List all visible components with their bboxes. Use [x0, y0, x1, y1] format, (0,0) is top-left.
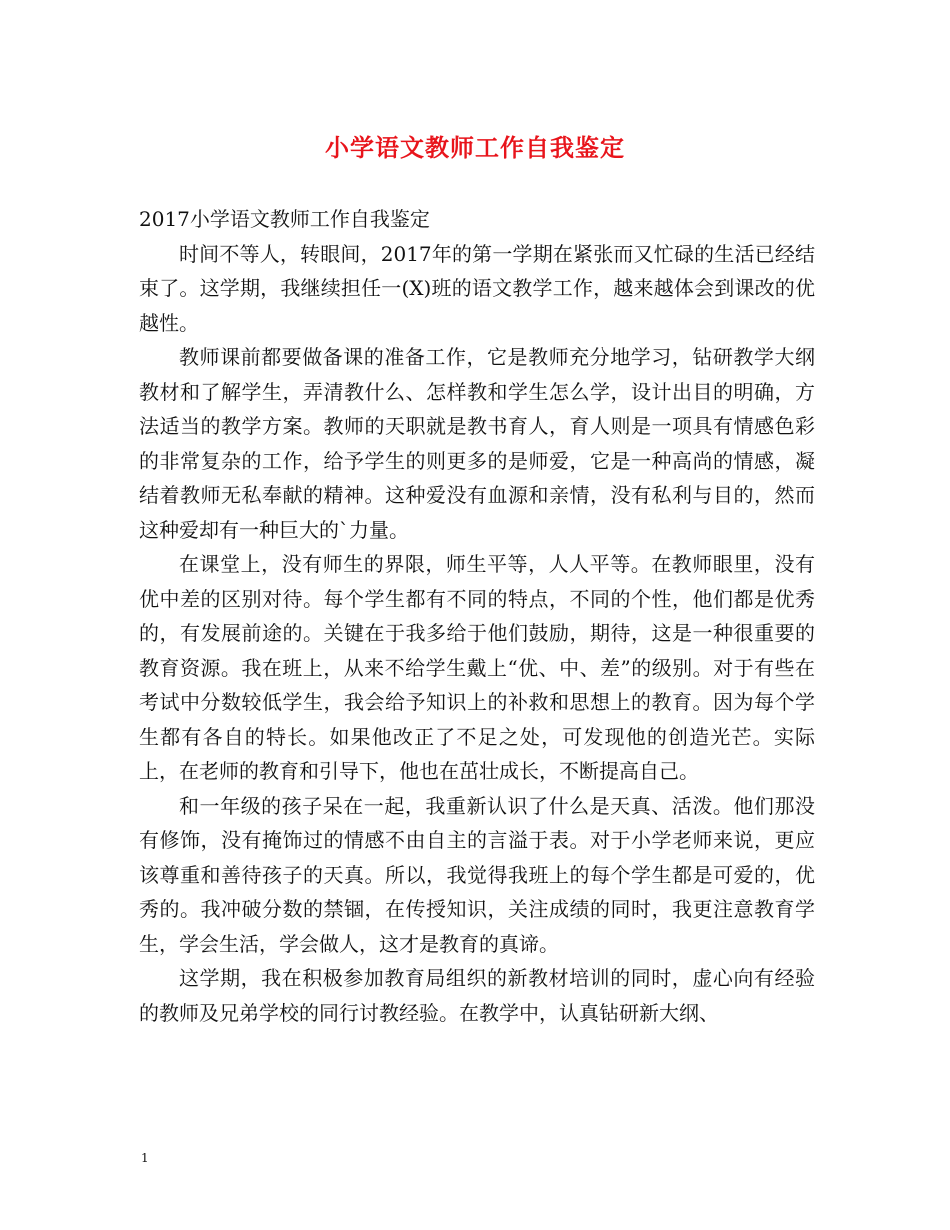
document-title: 小学语文教师工作自我鉴定: [325, 133, 625, 162]
document-body: [139, 202, 815, 1030]
paragraph-2: 教师课前都要做备课的准备工作，它是教师充分地学习，钻研教学大纲教材和了解学生，弄清教什么、怎样教和学生怎么学，设计出目的明确，方法适当的教学方案。教师的天职就是教书育人，育人则是一项具有情感色彩的非常复杂的工作，给予学生的则更多的是师爱，它是一种高尚的情感，凝结着教师无私奉献的精神。这种爱没有血源和亲情，没有私利与目的，然而这种爱却有一种巨大的`力量。: [139, 345, 815, 542]
paragraph-4: 和一年级的孩子呆在一起，我重新认识了什么是天真、活泼。他们那没有修饰，没有掩饰过的情感不由自主的言溢于表。对于小学老师来说，更应该尊重和善待孩子的天真。所以，我觉得我班上的每个学生都是可爱的，优秀的。我冲破分数的禁锢，在传授知识，关注成绩的同时，我更注意教育学生，学会生活，学会做人，这才是教育的真谛。: [139, 793, 815, 956]
page-number: 1: [141, 1151, 149, 1165]
document-subtitle: 2017小学语文教师工作自我鉴定: [139, 207, 430, 231]
paragraph-1: 时间不等人，转眼间，2017年的第一学期在紧张而又忙碌的生活已经结束了。这学期，我继续担任一(X)班的语文教学工作，越来越体会到课改的优越性。: [139, 241, 815, 335]
paragraph-3: 在课堂上，没有师生的界限，师生平等，人人平等。在教师眼里，没有优中差的区别对待。每个学生都有不同的特点，不同的个性，他们都是优秀的，有发展前途的。关键在于我多给于他们鼓励，期待，这是一种很重要的教育资源。我在班上，从来不给学生戴上“优、中、差”的级别。对于有些在考试中分数较低学生，我会给予知识上的补救和思想上的教育。因为每个学生都有各自的特长。如果他改正了不足之处，可发现他的创造光芒。实际上，在老师的教育和引导下，他也在茁壮成长，不断提高自己。: [139, 552, 815, 783]
paragraph-5: 这学期，我在积极参加教育局组织的新教材培训的同时，虚心向有经验的教师及兄弟学校的同行讨教经验。在教学中，认真钻研新大纲、: [139, 966, 815, 1025]
